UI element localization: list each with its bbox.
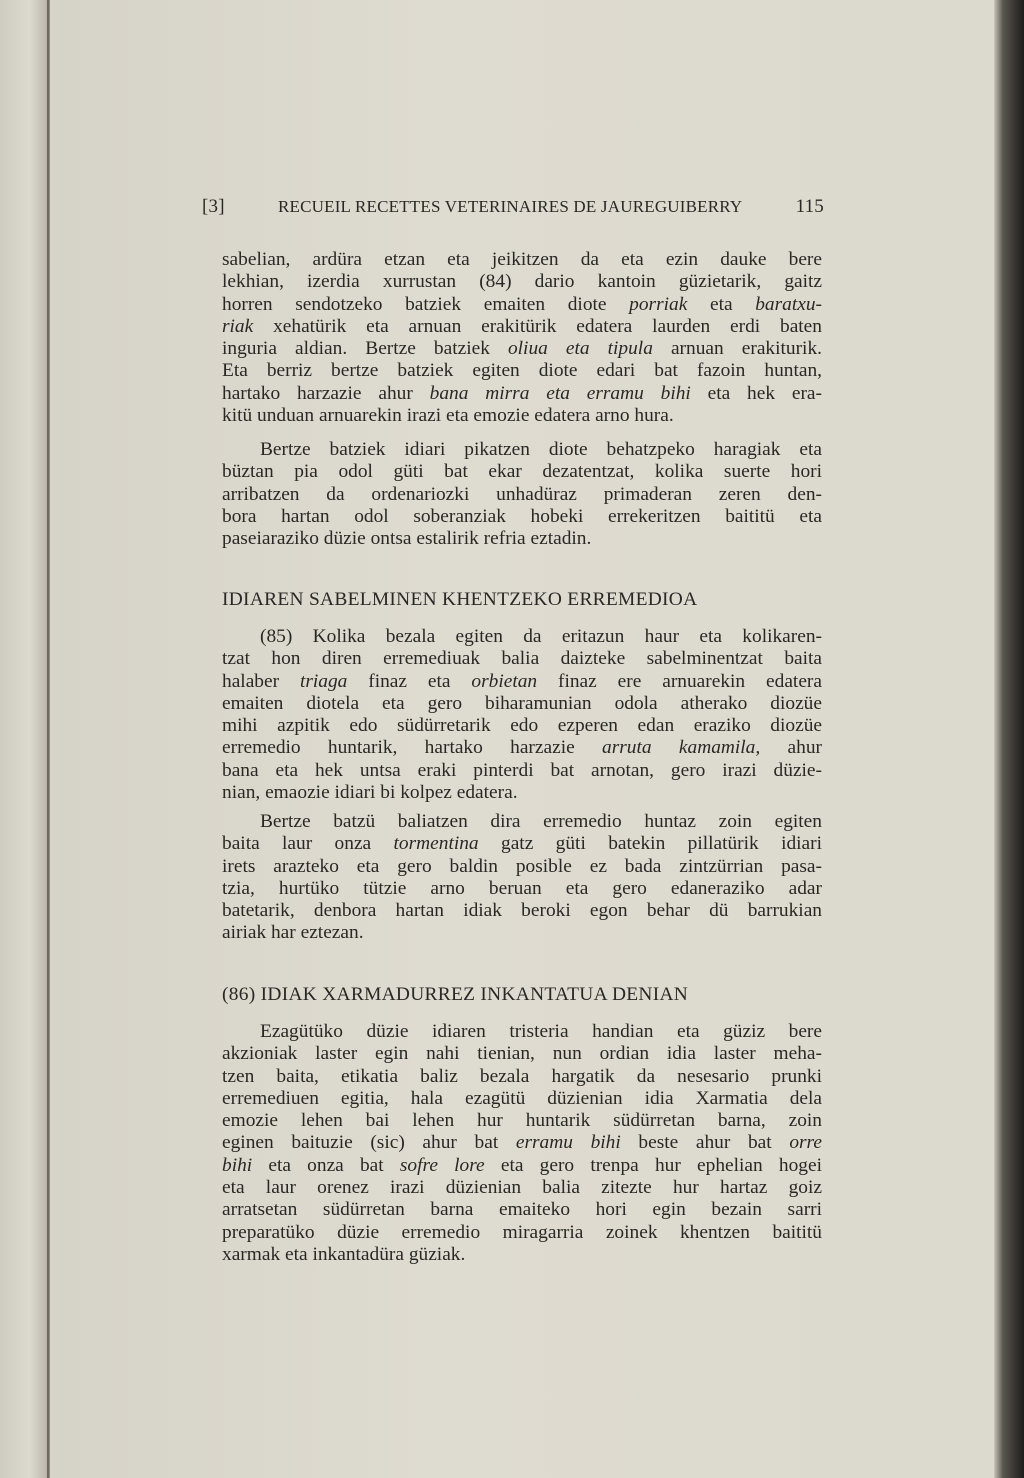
text-run: finaz ere arnuarekin edatera [537,670,822,692]
text-line [222,878,822,900]
text-run: batetarik, denbora hartan idiak beroki egon behar dü barrukian [222,900,822,922]
text-line [222,249,822,271]
italic-term: orre [789,1132,822,1154]
text-line [222,900,822,922]
text-line [222,922,822,944]
italic-term: erramu bihi [515,1132,621,1154]
text-run: arnuan erakiturik. [652,338,822,360]
text-run: eta gero trenpa hur ephelian hogei [484,1154,822,1176]
text-run: inguria aldian. Bertze batziek [222,338,508,360]
text-line [222,1155,822,1177]
text-run: lekhian, izerdia xurrustan (84) dario kantoin güzietarik, gaitz [222,271,822,293]
text-line [222,760,822,782]
text-run: irets arazteko eta gero baldin posible ez bada zintzürrian pasa- [222,855,822,877]
text-line [222,405,822,427]
text-run: eta hek era- [690,382,822,404]
text-line [222,1066,822,1088]
book-gutter [0,0,50,1478]
text-run: Bertze batzü baliatzen dira erremedio huntaz zoin egiten [260,811,822,832]
paragraph [222,811,822,945]
italic-term: bana mirra eta erramu bihi [429,382,691,404]
text-line [222,1088,822,1110]
italic-term: arruta kamamila, [602,737,761,759]
text-run: Bertze batziek idiari pikatzen diote behatzpeko haragiak eta [260,439,822,460]
text-line [222,383,822,405]
italic-term: riak [222,315,254,337]
text-line [222,693,822,715]
text-line [222,1177,822,1199]
text-run: xehatürik eta arnuan erakitürik edatera laurden erdi baten [253,315,822,337]
text-line [222,294,822,316]
text-run: ahur [760,737,822,759]
text-run: kitü unduan arnuarekin irazi eta emozie edatera arno hura. [222,405,674,427]
text-line [222,1043,822,1065]
text-line [222,626,822,648]
text-run: hartako harzazie ahur [222,382,430,404]
text-run: eta [687,293,756,315]
text-line [222,338,822,360]
paragraph [222,439,822,550]
text-run: preparatüko düzie erremedio miragarria zoinek khentzen baititü [222,1221,822,1243]
section-number: [3] [202,196,225,217]
section-heading: IDIAREN SABELMINEN KHENTZEKO ERREMEDIOA [222,589,698,610]
italic-term: orbietan [471,670,538,692]
page-number: 115 [795,196,824,217]
section-heading: (86) IDIAK XARMADURREZ INKANTATUA DENIAN [222,984,689,1005]
italic-term: baratxu- [755,293,822,315]
text-run: gatz güti batekin pillatürik idiari [478,833,822,855]
text-line [222,316,822,338]
text-line [222,506,822,528]
text-line [222,1132,822,1154]
text-line [222,1199,822,1221]
text-line [222,856,822,878]
italic-term: bihi [222,1154,253,1176]
italic-term: sofre lore [399,1154,485,1176]
text-run: emaiten diotela eta gero biharamunian odola atherako diozüe [222,692,822,714]
text-run: bana eta hek untsa eraki pinterdi bat arnotan, gero irazi düzie- [222,759,822,781]
text-run: baita laur onza [222,833,394,855]
paragraph [222,1021,822,1266]
text-run: sabelian, ardüra etzan eta jeikitzen da eta ezin dauke bere [222,249,822,270]
text-run: (85) Kolika bezala egiten da eritazun haur eta kolikaren- [260,626,822,647]
text-run: erremediuen egitia, hala ezagütü düzienian idia Xarmatia dela [222,1087,822,1109]
text-line [222,1222,822,1244]
text-run: akzioniak laster egin nahi tienian, nun ordian idia laster meha- [222,1043,822,1065]
paragraph [222,249,822,427]
page-edge [994,0,1024,1478]
text-run: Eta berriz bertze batziek egiten diote edari bat fazoin huntan, [222,360,822,382]
text-line [222,737,822,759]
italic-term: triaga [299,670,348,692]
text-run: tzat hon diren erremediuak balia daizteke sabelminentzat baita [222,648,822,670]
italic-term: tormentina [393,833,479,855]
text-run: arratsetan südürretan barna emaiteko hori egin bezain sarri [222,1199,822,1221]
text-run: eta laur orenez irazi düzienian balia zitezte hur hartaz goiz [222,1177,822,1199]
paragraph [222,626,822,804]
text-run: büztan pia odol güti bat ekar dezatentzat, kolika suerte hori [222,461,822,483]
text-line [222,715,822,737]
text-line [222,648,822,670]
text-run: beste ahur bat [620,1132,790,1154]
text-run: nian, emaozie idiari bi kolpez edatera. [222,782,518,804]
text-run: airiak har eztezan. [222,922,364,944]
text-run: finaz eta [347,670,472,692]
text-line [222,1021,822,1043]
text-line [222,1244,822,1266]
gutter-fold-line [47,0,49,1478]
text-run: eta onza bat [252,1154,400,1176]
text-run: emozie lehen bai lehen hur huntarik südürretan barna, zoin [222,1110,822,1132]
text-run: paseiaraziko düzie ontsa estalirik refria eztadin. [222,528,592,550]
running-header [202,196,824,218]
text-line [222,528,822,550]
text-line [222,1110,822,1132]
text-line [222,671,822,693]
text-run: tzia, hurtüko tützie arno beruan eta gero edaneraziko adar [222,877,822,899]
italic-term: porriak [629,293,688,315]
text-run: bora hartan odol soberanziak hobeki errekeritzen baititü eta [222,505,822,527]
text-line [222,439,822,461]
text-run: mihi azpitik edo südürretarik edo ezperen edan eraziko diozüe [222,715,822,737]
text-run: halaber [222,670,300,692]
italic-term: oliua eta tipula [507,338,653,360]
text-line [222,811,822,833]
text-line [222,782,822,804]
text-run: tzen baita, etikatia baliz bezala hargatik da nesesario prunki [222,1065,822,1087]
text-line [222,271,822,293]
text-line [222,461,822,483]
text-run: horren sendotzeko batziek emaiten diote [222,293,630,315]
text-run: arribatzen da ordenariozki unhadüraz primaderan zeren den- [222,483,822,505]
text-run: xarmak eta inkantadüra güziak. [222,1243,466,1265]
text-run: erremedio huntarik, hartako harzazie [222,737,603,759]
text-line [222,360,822,382]
text-run: eginen baituzie (sic) ahur bat [222,1132,516,1154]
text-line [222,833,822,855]
running-title: RECUEIL RECETTES VETERINAIRES DE JAUREGUIBERRY [277,197,743,216]
text-run: Ezagütüko düzie idiaren tristeria handian eta güziz bere [260,1021,822,1042]
text-line [222,484,822,506]
